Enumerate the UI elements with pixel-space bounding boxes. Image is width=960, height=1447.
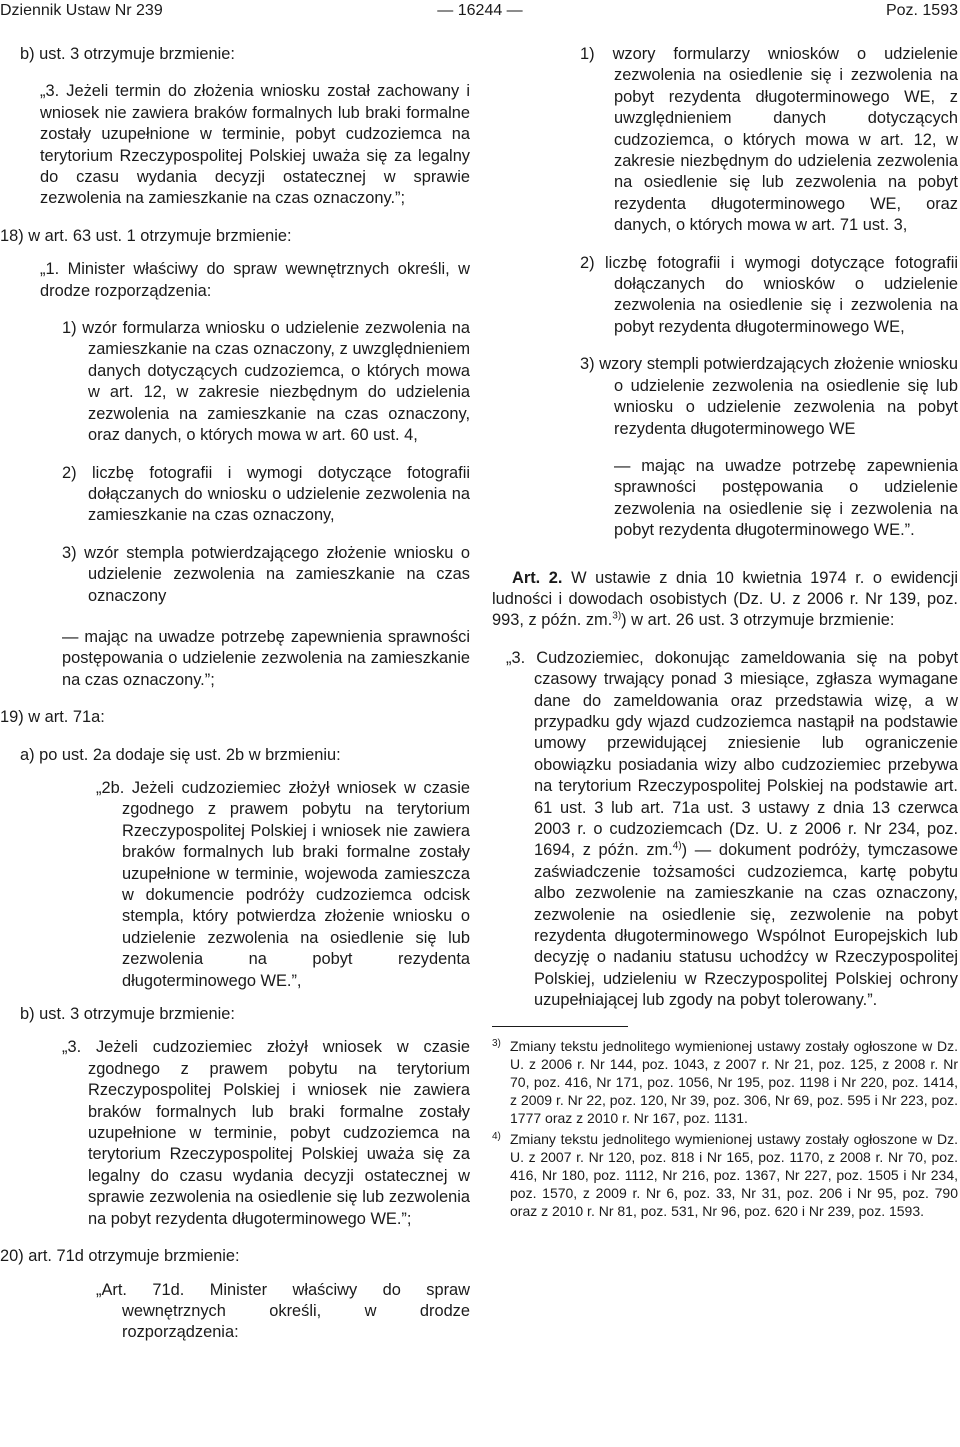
right-column [492,44,958,1221]
left-b-ust3-2: b) ust. 3 otrzymuje brzmienie: [20,1005,235,1024]
footnote-divider [492,1026,628,1027]
left-item-20: 20) art. 71d otrzymuje brzmienie: [0,1247,240,1266]
right-para-3-a: „3. Cudzoziemiec, dokonując zameldowania się na pobyt czasowy trwający ponad 3 miesiące, zgłasza wymagane dane do zameldowania oraz przedstawia wizę, a w przypadku gdy wjazd cudzoziemca nastąpił na podstawie umowy przewidującej zniesienie lub ograniczenie obowiązku posiadania wizy albo cudzoziemiec przebywa na terytorium Rzeczypospolitej Polskiej na podstawie art. 61 ust. 3 lub art. 71a ust. 3 ustawy z dnia 13 czerwca 2003 r. o cudzoziemcach (Dz. U. z 2006 r. Nr 234, poz. 1694, z późn. zm. [506,648,958,860]
left-b-ust3: b) ust. 3 otrzymuje brzmienie: [20,45,235,63]
left-a-ust2a: a) po ust. 2a dodaje się ust. 2b w brzmieniu: [20,745,341,764]
left-item-18: 18) w art. 63 ust. 1 otrzymuje brzmienie: [0,226,292,245]
footnote-4 [492,1128,958,1221]
right-mindful: — mając na uwadze potrzebę zapewnienia sprawności postępowania o udzielenie zezwolenia na osiedlenie się i zezwolenia na pobyt rezydenta długoterminowego WE.”. [614,456,958,540]
footnote-3-mark: 3) [492,1037,501,1049]
left-sub-1: 1) wzór formularza wniosku o udzielenie zezwolenia na zamieszkanie na czas oznaczony, z uwzględnieniem danych dotyczących cudzoziemca, o których mowa w art. 12, w zakresie niezbędnym do udzielenia zezwolenia na zamieszkanie na czas oznaczony, oraz danych, o których mowa w art. 60 ust. 4, [62,319,470,445]
right-item-2: 2) liczbę fotografii i wymogi dotyczące fotografii dołączanych do wniosków o udzielenie zezwolenia na osiedlenie się i zezwolenia na pobyt rezydenta długoterminowego WE, [580,253,958,336]
page-number: — 16244 — [437,2,523,19]
left-sub-2: 2) liczbę fotografii i wymogi dotyczące fotografii dołączanych do wniosku o udzielenie zezwolenia na zamieszkanie na czas oznaczony, [62,463,470,525]
footnote-3 [492,1035,958,1128]
footnote-4-text: Zmiany tekstu jednolitego wymienionej ustawy zostały ogłoszone w Dz. U. z 2007 r. Nr 120, poz. 818 i Nr 165, poz. 1170, z 2008 r. Nr 70, poz. 416, Nr 180, poz. 1112, Nr 216, poz. 1367, Nr 227, poz. 1505 i Nr 234, poz. 1570, z 2009 r. Nr 6, poz. 33, Nr 31, poz. 206 i Nr 95, poz. 790 oraz z 2010 r. Nr 81, poz. 531, Nr 96, poz. 620 i Nr 239, poz. 1593. [510,1130,958,1220]
footnote-4-mark: 4) [492,1130,501,1142]
left-item-19: 19) w art. 71a: [0,708,105,727]
footnote-ref-3: 3) [612,610,622,622]
right-art2 [492,568,958,632]
left-column [0,44,470,1344]
left-para-2b: „2b. Jeżeli cudzoziemiec złożył wniosek w czasie zgodnego z prawem pobytu na terytorium Rzeczypospolitej Polskiej i wniosek nie zawiera braków formalnych lub braki formalne zostały uzupełnione w terminie, wojewoda zamieszcza w dokumencie podróży cudzoziemca odcisk stempla, który potwierdza złożenie wniosku o udzielenie zezwolenia na osiedlenie się lub zezwolenia na pobyt rezydenta długoterminowego WE.”, [96,778,470,990]
right-para-3-b: ) — dokument podróży, tymczasowe zaświadczenie tożsamości cudzoziemca, kartę pobytu albo zezwolenie na zamieszkanie na czas oznaczony, zezwolenie na osiedlenie się, zezwolenie na pobyt rezydenta długoterminowego Wspólnot Europejskich lub decyzję o nadaniu statusu uchodźcy w Rzeczypospolitej Polskiej, udzieleniu w Rzeczypospolitej Polskiej ochrony uzupełniającej lub zgody na pobyt tolerowany.”. [534,841,958,1010]
art2-text-a: W ustawie z dnia 10 kwietnia 1974 r. o ewidencji ludności i dowodach osobistych (Dz. U. z 2006 r. Nr 139, poz. 993, z późn. zm. [492,568,959,630]
page-header [0,0,960,24]
right-para-3 [492,648,958,1012]
art2-label: Art. 2. [512,568,563,587]
left-para-3: „3. Jeżeli termin do złożenia wniosku został zachowany i wniosek nie zawiera braków formalnych lub braki formalne zostały uzupełnione w terminie, pobyt cudzoziemca na terytorium Rzeczypospolitej Polskiej uważa się za legalny do czasu wydania decyzji ostatecznej w sprawie zezwolenia na zamieszkanie na czas oznaczony.”; [40,82,470,208]
left-mindful: — mając na uwadze potrzebę zapewnienia sprawności postępowania o udzielenie zezwolenia na zamieszkanie na czas oznaczony.”; [62,627,470,689]
left-sub-3: 3) wzór stempla potwierdzającego złożenie wniosku o udzielenie zezwolenia na zamieszkanie na czas oznaczony [62,543,470,605]
left-para-1: „1. Minister właściwy do spraw wewnętrznych określi, w drodze rozporządzenia: [40,260,470,300]
right-item-1: 1) wzory formularzy wniosków o udzielenie zezwolenia na osiedlenie się i zezwolenia na pobyt rezydenta długoterminowego WE, z uwzględnieniem danych dotyczących cudzoziemca, o których mowa w art. 12, w zakresie niezbędnym do udzielenia zezwolenia na osiedlenie się lub zezwolenia na pobyt rezydenta długoterminowego WE, oraz danych, o których mowa w art. 71 ust. 3, [580,45,958,235]
left-art71d: „Art. 71d. Minister właściwy do spraw wewnętrznych określi, w drodze rozporządzenia: [96,1280,470,1342]
position-number: Poz. 1593 [885,2,958,19]
footnote-ref-4: 4) [672,840,682,852]
left-para-3b: „3. Jeżeli cudzoziemiec złożył wniosek w czasie zgodnego z prawem pobytu na terytorium Rzeczypospolitej Polskiej i wniosek nie zawiera braków formalnych lub braki formalne zostały uzupełnione w terminie, pobyt cudzoziemca na terytorium Rzeczypospolitej Polskiej uważa się za legalny do czasu wydania decyzji ostatecznej w sprawie zezwolenia na osiedlenie się lub zezwolenia na pobyt rezydenta długoterminowego WE.”; [62,1038,470,1228]
journal-title: Dziennik Ustaw Nr 239 [0,2,163,19]
right-item-3: 3) wzory stempli potwierdzających złożenie wniosku o udzielenie zezwolenia na osiedlenie się lub wniosku o udzielenie zezwolenia na pobyt rezydenta długoterminowego WE [580,355,958,438]
footnote-3-text: Zmiany tekstu jednolitego wymienionej ustawy zostały ogłoszone w Dz. U. z 2006 r. Nr 144, poz. 1043, z 2007 r. Nr 21, poz. 125, z 2008 r. Nr 70, poz. 416, Nr 171, poz. 1056, Nr 195, poz. 1198 i Nr 220, poz. 1414, z 2009 r. Nr 22, poz. 120, Nr 39, poz. 306, Nr 69, poz. 595 i Nr 223, poz. 1777 oraz z 2010 r. Nr 167, poz. 1131. [510,1037,958,1127]
art2-text-b: ) w art. 26 ust. 3 otrzymuje brzmienie: [621,611,895,630]
